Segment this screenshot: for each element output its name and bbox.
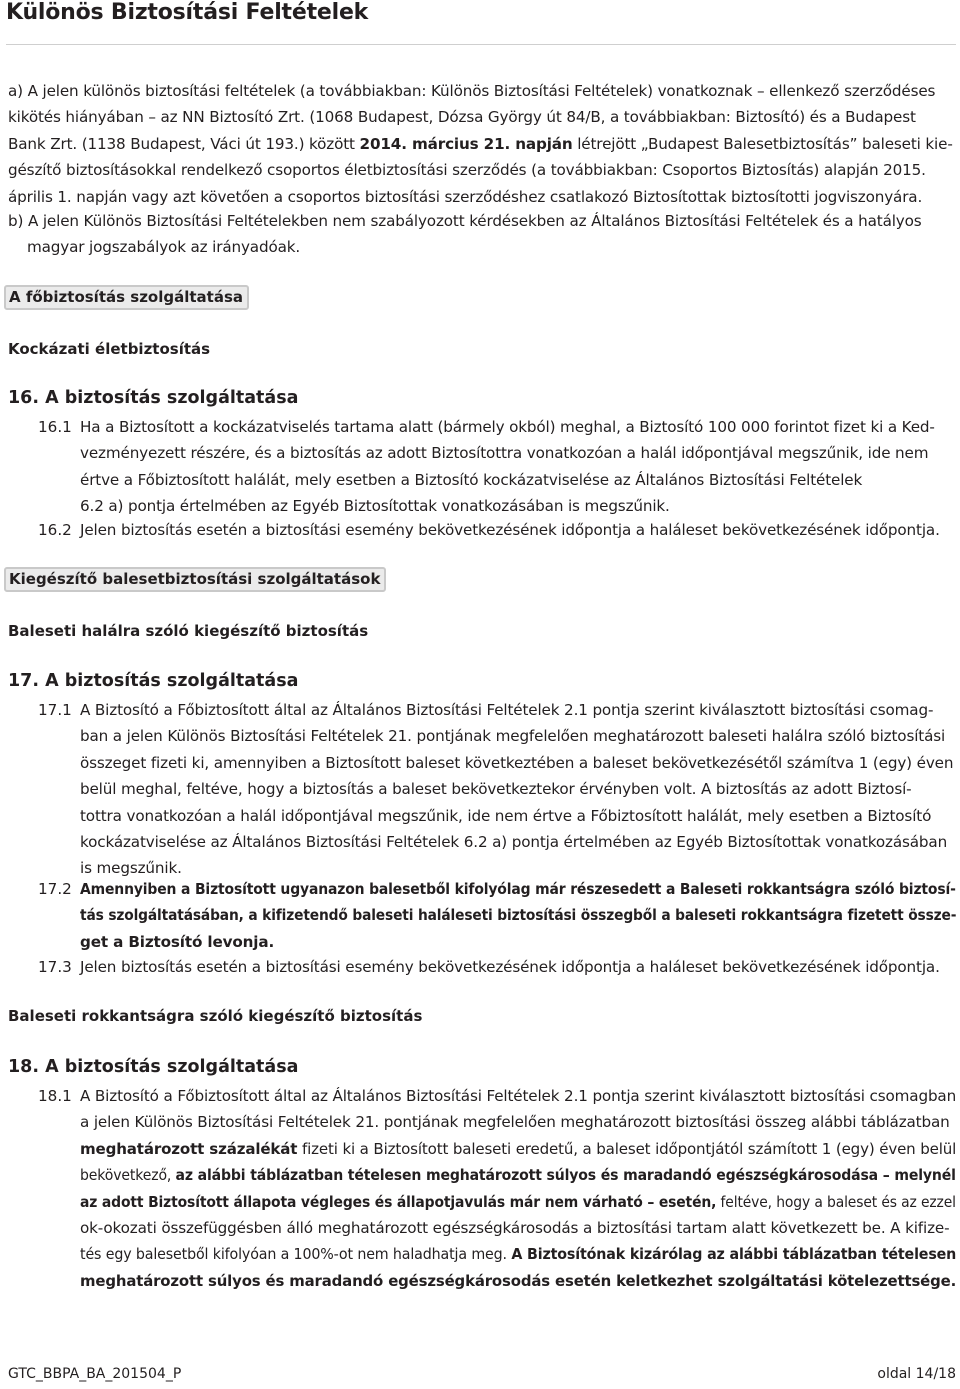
text-line: get a Biztosító levonja. — [80, 932, 275, 951]
clause-18-1 — [80, 1083, 960, 1294]
clause-17-3 — [80, 954, 940, 980]
section-18-heading: 18. A biztosítás szolgáltatása — [8, 1057, 299, 1077]
clause-17-2 — [80, 876, 960, 955]
subheading-accidental-death: Baleseti halálra szóló kiegészítő biztosítás — [8, 622, 369, 640]
text-line: A Biztosító a Főbiztosított által az Általános Biztosítási Feltételek 2.1 pontja szerint kiválasztott biztosítási csomag- — [80, 701, 934, 719]
text-line: tás szolgáltatásában, a kifizetendő baleseti haláleseti biztosítási összegből a baleseti rokkantságra fizetett össze- — [80, 906, 957, 925]
text-line: ok-okozati összefüggésben álló meghatározott egészségkárosodás a biztosítási tartam alatt következett be. A kifize- — [80, 1219, 950, 1238]
page-title: Különös Biztosítási Feltételek — [6, 0, 369, 25]
text-line: kockázatviselése az Általános Biztosítási Feltételek 6.2 a) pontja értelmében az Egyéb Biztosítottak vonatkozásában — [80, 833, 948, 852]
footer-document-code: GTC_BBPA_BA_201504_P — [8, 1366, 182, 1382]
title-divider — [6, 44, 956, 45]
contract-date: 2014. március 21. napján — [359, 134, 573, 153]
clause-number: 16.1 — [38, 418, 72, 436]
text-line: értve a Főbiztosított halálát, mely esetben a Biztosító kockázatviselése az Általános Biztosítási Feltételek — [80, 470, 863, 489]
text-line: Amennyiben a Biztosított ugyanazon balesetből kifolyólag már részesedett a Baleseti rokkantságra szóló biztosí- — [80, 880, 956, 898]
footer-page-number: oldal 14/18 — [877, 1366, 956, 1382]
text-line: is megszűnik. — [80, 859, 182, 878]
text-line: összeget fizeti ki, amennyiben a Biztosított baleset következtében a baleset bekövetkezésétől számítva 1 (egy) éven — [80, 753, 954, 772]
text-line: 6.2 a) pontja értelmében az Egyéb Biztosítottak vonatkozásában is megszűnik. — [80, 497, 670, 516]
intro-paragraph-a — [8, 78, 953, 210]
clause-number: 17.3 — [38, 958, 72, 976]
text-line: Ha a Biztosított a kockázatviselés tartama alatt (bármely okból) meghal, a Biztosító 100 000 forintot fizet ki a Ked- — [80, 418, 935, 436]
text-line: április 1. napján vagy azt követően a csoportos biztosítási szerződéshez csatlakozó Biztosítottak biztosítotti jogviszonyára. — [8, 187, 923, 206]
clause-number: 18.1 — [38, 1087, 72, 1105]
text-line: ban a jelen Különös Biztosítási Feltételek 21. pontjának megfelelően meghatározott baleseti halálra szóló biztosítási — [80, 727, 946, 746]
text-line: az adott Biztosított állapota végleges és állapotjavulás már nem várható – esetén, feltéve, hogy a baleset és az ezzel — [80, 1192, 956, 1211]
clause-number: 17.2 — [38, 880, 72, 898]
text-line: a) A jelen különös biztosítási feltételek (a továbbiakban: Különös Biztosítási Feltételek) vonatkoznak – ellenkező szerződéses — [8, 82, 936, 100]
text-line: tottra vonatkozóan a halál időpontjával megszűnik, ide nem értve a Főbiztosított halálát, mely esetben a Biztosító — [80, 806, 932, 825]
clause-17-1 — [80, 697, 953, 882]
text-line: a jelen Különös Biztosítási Feltételek 21. pontjának megfelelően meghatározott biztosítási összeg alábbi táblázatban — [80, 1113, 950, 1132]
text-line: belül meghal, feltéve, hogy a biztosítás a baleset bekövetkeztekor érvényben volt. A biztosítás az adott Biztosí- — [80, 780, 912, 799]
clause-16-1 — [80, 414, 935, 520]
section-box-supplementary: Kiegészítő balesetbiztosítási szolgáltatások — [4, 567, 386, 592]
text-line: magyar jogszabályok az irányadóak. — [27, 238, 301, 257]
section-box-main-benefit: A főbiztosítás szolgáltatása — [4, 285, 249, 310]
text-line: meghatározott százalékát fizeti ki a Biztosított baleseti eredetű, a baleset időpontjától számított 1 (egy) éven belül — [80, 1139, 957, 1158]
text-line: Jelen biztosítás esetén a biztosítási esemény bekövetkezésének időpontja a haláleset bekövetkezésének időpontja. — [80, 958, 940, 976]
text-line: tés egy balesetből kifolyóan a 100%-ot nem haladhatja meg. A Biztosítónak kizárólag az alábbi táblázatban tételesen — [80, 1245, 957, 1264]
text-line: kikötés hiányában – az NN Biztosító Zrt. (1068 Budapest, Dózsa György út 84/B, a továbbiakban: Biztosító) és a Budapest — [8, 108, 916, 127]
subheading-accidental-disability: Baleseti rokkantságra szóló kiegészítő biztosítás — [8, 1007, 423, 1025]
text-line: A Biztosító a Főbiztosított által az Általános Biztosítási Feltételek 2.1 pontja szerint kiválasztott biztosítási csomagban — [80, 1087, 957, 1105]
text-line: gészítő biztosításokkal rendelkező csoportos életbiztosítási szerződés (a továbbiakban: Csoportos Biztosítás) alapján 2015. — [8, 161, 926, 180]
intro-paragraph-b — [8, 208, 922, 261]
clause-16-2 — [80, 517, 940, 543]
clause-number: 16.2 — [38, 521, 72, 539]
text-line: bekövetkező, az alábbi táblázatban tételesen meghatározott súlyos és maradandó egészségkárosodása – melynél — [80, 1166, 956, 1185]
section-17-heading: 17. A biztosítás szolgáltatása — [8, 671, 299, 691]
text-line: b) A jelen Különös Biztosítási Feltételekben nem szabályozott kérdésekben az Általános Biztosítási Feltételek és a hatályos — [8, 212, 922, 230]
section-16-heading: 16. A biztosítás szolgáltatása — [8, 388, 299, 408]
text-line: Jelen biztosítás esetén a biztosítási esemény bekövetkezésének időpontja a haláleset bekövetkezésének időpontja. — [80, 521, 940, 539]
text-line: meghatározott súlyos és maradandó egészségkárosodás esetén keletkezhet szolgáltatási kötelezettsége. — [80, 1271, 957, 1290]
clause-number: 17.1 — [38, 701, 72, 719]
text-line: Bank Zrt. (1138 Budapest, Váci út 193.) között 2014. március 21. napján létrejött „Budapest Balesetbiztosítás” baleseti kie- — [8, 134, 953, 153]
subheading-life-insurance: Kockázati életbiztosítás — [8, 340, 211, 358]
text-line: vezményezett részére, és a biztosítás az adott Biztosítottra vonatkozóan a halál időpontjával megszűnik, ide nem — [80, 444, 929, 463]
